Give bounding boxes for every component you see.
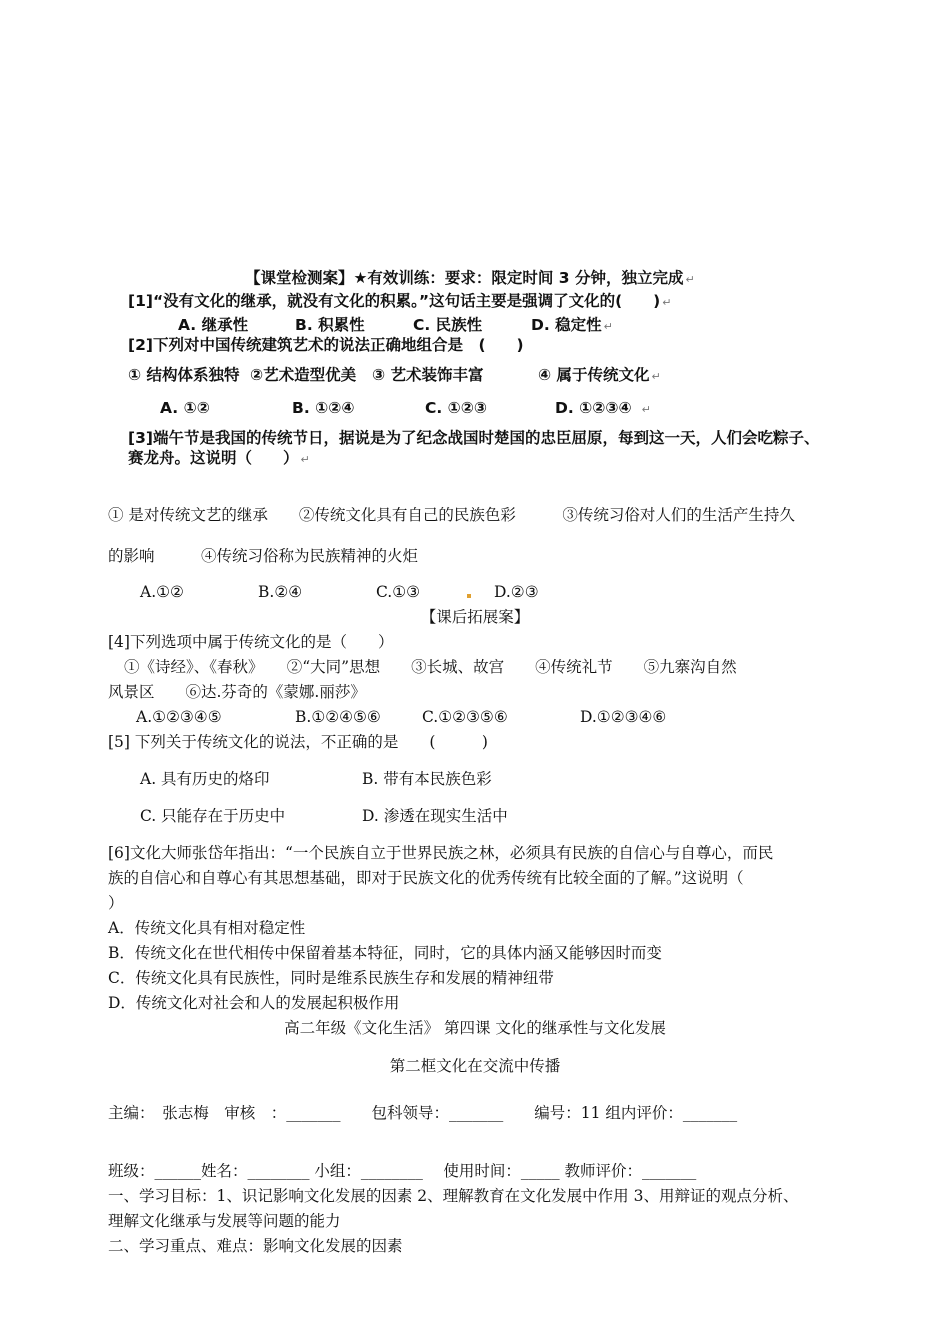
q2-choice-3: ③ 艺术装饰丰富 bbox=[372, 366, 484, 384]
q4-option-c: C.①②③⑤⑥ bbox=[422, 708, 508, 726]
q1-option-c: C. 民族性 bbox=[413, 316, 483, 334]
q2-choice-2: ②艺术造型优美 bbox=[250, 366, 357, 384]
q4-option-d: D.①②③④⑥ bbox=[580, 708, 667, 726]
q4-stem: [4]下列选项中属于传统文化的是（ ） bbox=[108, 633, 394, 651]
lesson-subtitle: 第二框文化在交流中传播 bbox=[389, 1057, 561, 1075]
q3-option-d: D.②③ bbox=[494, 583, 539, 601]
q2-option-c: C. ①②③ bbox=[425, 399, 488, 417]
q6-stem-line3: ） bbox=[108, 894, 124, 912]
q1-option-b: B. 积累性 bbox=[295, 316, 365, 334]
q1-stem: [1]“没有文化的继承，就没有文化的积累。”这句话主要是强调了文化的( ) ↵ bbox=[128, 292, 672, 310]
q3-choices-line1: ① 是对传统文艺的继承 ②传统文化具有自己的民族色彩 ③传统习俗对人们的生活产生持久 bbox=[108, 506, 795, 524]
q3-option-c: C.①③ bbox=[376, 583, 421, 601]
q1-option-d: D. 稳定性 ↵ bbox=[531, 316, 613, 334]
learning-goals-line1: 一、学习目标：1、识记影响文化发展的因素 2、理解教育在文化发展中作用 3、用辩证的观点分析、 bbox=[108, 1187, 799, 1205]
q5-option-d: D. 渗透在现实生活中 bbox=[362, 807, 508, 825]
q6-stem-line2: 族的自信心和自尊心有其思想基础，即对于民族文化的优秀传统有比较全面的了解。”这说明（ bbox=[108, 869, 744, 887]
q5-stem: [5] 下列关于传统文化的说法，不正确的是 ( ) bbox=[108, 733, 488, 751]
q3-option-a: A.①② bbox=[140, 583, 184, 601]
q6-option-d: D．传统文化对社会和人的发展起积极作用 bbox=[108, 994, 400, 1012]
q2-choice-4: ④ 属于传统文化 ↵ bbox=[538, 366, 661, 384]
learning-goals-line2: 理解文化继承与发展等问题的能力 bbox=[108, 1212, 341, 1230]
test-section-heading: 【课堂检测案】★有效训练：要求：限定时间 3 分钟，独立完成 ↵ bbox=[245, 269, 695, 287]
q4-choices-line2: 风景区 ⑥达.芬奇的《蒙娜.丽莎》 bbox=[108, 683, 366, 701]
q4-option-a: A.①②③④⑤ bbox=[136, 708, 222, 726]
q4-option-b: B.①②④⑤⑥ bbox=[295, 708, 381, 726]
q5-option-b: B. 带有本民族色彩 bbox=[362, 770, 492, 788]
q3-stem-line2: 赛龙舟。这说明（ ） ↵ bbox=[128, 449, 310, 467]
q2-choice-1: ① 结构体系独特 bbox=[128, 366, 240, 384]
extension-section-heading: 【课后拓展案】 bbox=[420, 608, 530, 626]
q5-option-a: A. 具有历史的烙印 bbox=[140, 770, 270, 788]
q2-option-d: D. ①②③④ ↵ bbox=[555, 399, 651, 417]
q6-option-b: B．传统文化在世代相传中保留着基本特征，同时，它的具体内涵又能够因时而变 bbox=[108, 944, 662, 962]
q2-option-a: A. ①② bbox=[160, 399, 210, 417]
q4-choices-line1: ①《诗经》、《春秋》 ②“大同”思想 ③长城、故宫 ④传统礼节 ⑤九寨沟自然 bbox=[124, 658, 737, 676]
q1-option-a: A. 继承性 bbox=[178, 316, 249, 334]
q2-option-b: B. ①②④ bbox=[292, 399, 355, 417]
q6-option-a: A．传统文化具有相对稳定性 bbox=[108, 919, 306, 937]
q3-choices-line2: 的影响 ④传统习俗称为民族精神的火炬 bbox=[108, 547, 419, 565]
key-points-line: 二、学习重点、难点：影响文化发展的因素 bbox=[108, 1237, 403, 1255]
decorative-dot bbox=[467, 594, 471, 598]
q3-option-b: B.②④ bbox=[258, 583, 303, 601]
class-info-line: 班级：______姓名：________ 小组：________ 使用时间：_____ 教师评价：_______ bbox=[108, 1162, 697, 1180]
q3-stem-line1: [3]端午节是我国的传统节日，据说是为了纪念战国时楚国的忠臣屈原，每到这一天，人们会吃粽子、 bbox=[128, 429, 820, 447]
q6-stem-line1: [6]文化大师张岱年指出：“一个民族自立于世界民族之林，必须具有民族的自信心与自尊心，而民 bbox=[108, 844, 774, 862]
q6-option-c: C．传统文化具有民族性，同时是维系民族生存和发展的精神纽带 bbox=[108, 969, 554, 987]
editor-line: 主编： 张志梅 审核 ：_______ 包科领导：_______ 编号：11 组内评价：_______ bbox=[108, 1104, 738, 1122]
lesson-title: 高二年级《文化生活》 第四课 文化的继承性与文化发展 bbox=[284, 1019, 666, 1037]
q5-option-c: C. 只能存在于历史中 bbox=[140, 807, 286, 825]
q2-stem: [2]下列对中国传统建筑艺术的说法正确地组合是 ( ) bbox=[128, 336, 524, 354]
